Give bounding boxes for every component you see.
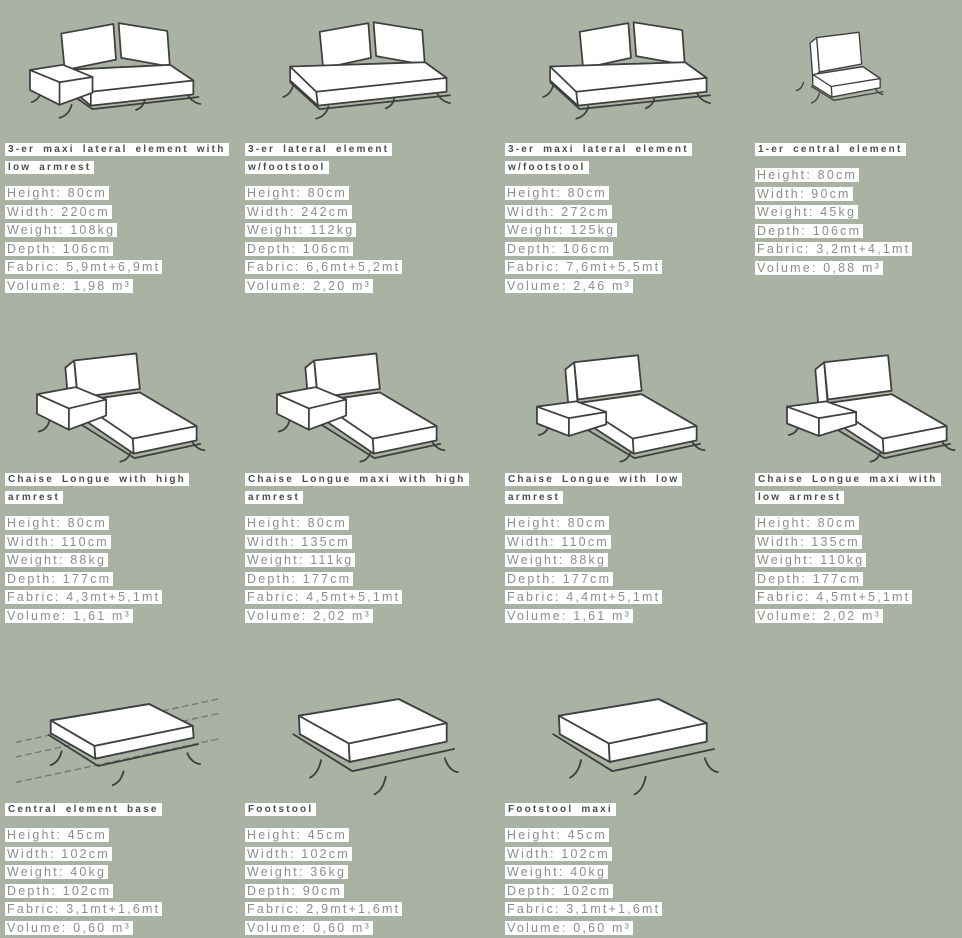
spec-line <box>5 533 236 552</box>
spec-line-text: Depth: 106cm <box>7 241 112 256</box>
spec-line <box>5 240 236 259</box>
spec-line <box>245 184 496 203</box>
product-title-text: Central element base <box>5 803 162 816</box>
product-specs <box>505 826 746 938</box>
spec-line-text: Volume: 2,20 m³ <box>247 278 372 293</box>
spec-line-text: Width: 102cm <box>507 846 610 861</box>
spec-line-text: Width: 102cm <box>7 846 110 861</box>
furniture-line-drawing-icon <box>521 334 725 466</box>
spec-line <box>5 551 236 570</box>
product-title <box>5 141 230 177</box>
furniture-line-drawing-icon <box>263 664 477 798</box>
product-illustration <box>245 4 496 134</box>
spec-line-text: Volume: 0,60 m³ <box>247 920 372 935</box>
spec-line-text: Width: 242cm <box>247 204 350 219</box>
spec-line <box>505 882 746 901</box>
spec-line-text: Fabric: 2,9mt+1,6mt <box>247 902 401 917</box>
spec-line <box>505 533 746 552</box>
product-title <box>505 471 730 507</box>
product-card <box>240 0 500 330</box>
spec-line <box>245 900 496 919</box>
product-title-text: Chaise Longue maxi with low armrest <box>755 473 941 504</box>
furniture-line-drawing-icon <box>261 334 465 466</box>
spec-line-text: Depth: 106cm <box>507 241 612 256</box>
product-card <box>500 660 750 938</box>
spec-line-text: Fabric: 3,1mt+1,6mt <box>507 902 661 917</box>
product-title <box>5 801 230 819</box>
spec-line-text: Weight: 88kg <box>507 553 607 568</box>
spec-line <box>5 514 236 533</box>
spec-line-text: Fabric: 6,6mt+5,2mt <box>247 260 401 275</box>
product-title <box>245 471 470 507</box>
product-illustration <box>505 4 746 134</box>
spec-line <box>245 607 496 626</box>
spec-line <box>505 514 746 533</box>
product-title <box>5 471 230 507</box>
product-title-text: Chaise Longue with high armrest <box>5 473 189 504</box>
spec-line-text: Width: 220cm <box>7 204 110 219</box>
spec-line-text: Width: 90cm <box>757 186 851 201</box>
product-title-text: Chaise Longue maxi with high armrest <box>245 473 469 504</box>
spec-line <box>5 184 236 203</box>
product-illustration <box>755 334 958 464</box>
spec-line-text: Fabric: 4,5mt+5,1mt <box>757 590 911 605</box>
furniture-line-drawing-icon <box>251 4 477 130</box>
spec-line-text: Height: 80cm <box>757 516 858 530</box>
spec-line <box>755 514 958 533</box>
product-card <box>500 0 750 330</box>
spec-line-text: Height: 80cm <box>7 186 108 200</box>
product-title <box>505 141 730 177</box>
spec-line <box>755 240 958 259</box>
spec-line <box>505 570 746 589</box>
spec-line <box>5 221 236 240</box>
spec-line-text: Depth: 106cm <box>757 223 862 238</box>
spec-line-text: Volume: 2,46 m³ <box>507 278 632 293</box>
spec-line <box>755 203 958 222</box>
product-specs <box>755 514 958 626</box>
spec-line <box>505 240 746 259</box>
spec-line <box>5 882 236 901</box>
spec-line-text: Depth: 177cm <box>757 571 862 586</box>
product-title <box>505 801 730 819</box>
spec-line <box>245 863 496 882</box>
spec-line <box>505 826 746 845</box>
spec-line-text: Width: 110cm <box>7 534 109 549</box>
spec-line-text: Volume: 0,60 m³ <box>7 920 132 935</box>
product-title <box>245 141 470 177</box>
spec-line-text: Volume: 2,02 m³ <box>247 608 372 623</box>
spec-line <box>505 258 746 277</box>
spec-line-text: Fabric: 4,4mt+5,1mt <box>507 590 661 605</box>
spec-line-text: Depth: 102cm <box>507 883 612 898</box>
spec-line <box>505 863 746 882</box>
furniture-line-drawing-icon <box>771 334 962 466</box>
spec-line <box>5 845 236 864</box>
spec-line-text: Height: 80cm <box>507 186 608 200</box>
spec-line-text: Weight: 111kg <box>247 553 354 568</box>
spec-line-text: Depth: 90cm <box>247 883 343 898</box>
spec-line-text: Fabric: 4,3mt+5,1mt <box>7 590 161 605</box>
spec-line-text: Height: 80cm <box>7 516 108 530</box>
spec-line <box>245 203 496 222</box>
product-specs <box>5 514 236 626</box>
spec-line-text: Depth: 177cm <box>507 571 612 586</box>
product-specs <box>245 826 496 938</box>
furniture-line-drawing-icon <box>5 4 227 130</box>
spec-line <box>5 826 236 845</box>
product-title <box>755 141 958 159</box>
product-specs <box>505 514 746 626</box>
spec-line-text: Weight: 40kg <box>7 865 107 880</box>
spec-line-text: Volume: 0,60 m³ <box>507 920 632 935</box>
spec-line <box>5 607 236 626</box>
product-card <box>240 330 500 660</box>
spec-line <box>245 258 496 277</box>
product-card <box>0 330 240 660</box>
spec-line <box>245 570 496 589</box>
spec-line <box>245 919 496 938</box>
spec-line-text: Fabric: 4,5mt+5,1mt <box>247 590 401 605</box>
spec-line <box>245 588 496 607</box>
furniture-line-drawing-icon <box>523 664 737 798</box>
spec-line <box>755 166 958 185</box>
product-title-text: 1-er central element <box>755 143 906 156</box>
spec-line <box>505 221 746 240</box>
spec-line <box>755 533 958 552</box>
spec-line <box>755 570 958 589</box>
furniture-line-drawing-icon <box>511 4 737 130</box>
spec-line <box>5 203 236 222</box>
spec-line-text: Width: 102cm <box>247 846 350 861</box>
spec-line-text: Weight: 112kg <box>247 223 355 238</box>
spec-line <box>755 551 958 570</box>
spec-line-text: Height: 80cm <box>757 168 858 182</box>
spec-line <box>505 919 746 938</box>
product-card <box>500 330 750 660</box>
spec-line-text: Height: 80cm <box>507 516 608 530</box>
spec-line-text: Volume: 2,02 m³ <box>757 608 882 623</box>
product-illustration <box>505 664 746 794</box>
spec-line <box>505 588 746 607</box>
product-specs <box>755 166 958 278</box>
spec-line <box>5 258 236 277</box>
spec-line <box>505 900 746 919</box>
product-card <box>750 0 962 330</box>
spec-line-text: Height: 45cm <box>247 828 348 842</box>
product-illustration <box>245 334 496 464</box>
spec-line <box>245 277 496 296</box>
product-illustration <box>755 4 958 134</box>
spec-line <box>245 882 496 901</box>
product-specs <box>5 184 236 296</box>
product-card <box>240 660 500 938</box>
product-specs <box>505 184 746 296</box>
spec-line-text: Width: 110cm <box>507 534 609 549</box>
spec-line <box>245 845 496 864</box>
spec-line-text: Volume: 1,98 m³ <box>7 278 132 293</box>
spec-line-text: Weight: 36kg <box>247 865 347 880</box>
spec-line-text: Weight: 125kg <box>507 223 616 238</box>
spec-line-text: Volume: 0,88 m³ <box>757 260 882 275</box>
spec-line <box>755 607 958 626</box>
spec-line <box>245 221 496 240</box>
product-specs <box>245 514 496 626</box>
spec-line-text: Volume: 1,61 m³ <box>7 608 132 623</box>
spec-line <box>5 277 236 296</box>
product-illustration <box>5 4 236 134</box>
spec-line-text: Height: 45cm <box>7 828 108 842</box>
spec-line-text: Width: 135cm <box>757 534 860 549</box>
product-title-text: 3-er maxi lateral element w/footstool <box>505 143 692 174</box>
spec-line <box>5 900 236 919</box>
spec-line <box>5 919 236 938</box>
spec-line <box>755 185 958 204</box>
spec-line <box>505 607 746 626</box>
spec-line <box>5 863 236 882</box>
product-title-text: Footstool <box>245 803 316 816</box>
spec-line <box>245 826 496 845</box>
spec-line-text: Fabric: 3,2mt+4,1mt <box>757 242 911 257</box>
product-illustration <box>5 334 236 464</box>
spec-line-text: Fabric: 3,1mt+1,6mt <box>7 902 161 917</box>
product-card <box>0 660 240 938</box>
spec-line <box>245 533 496 552</box>
spec-line <box>5 570 236 589</box>
spec-line-text: Fabric: 5,9mt+6,9mt <box>7 260 161 275</box>
spec-line-text: Weight: 40kg <box>507 865 607 880</box>
spec-line-text: Weight: 88kg <box>7 553 107 568</box>
product-title <box>245 801 470 819</box>
spec-line <box>755 259 958 278</box>
spec-line <box>505 184 746 203</box>
spec-line-text: Width: 135cm <box>247 534 350 549</box>
furniture-line-drawing-icon <box>785 4 937 130</box>
spec-line-text: Weight: 108kg <box>7 223 116 238</box>
product-specs <box>245 184 496 296</box>
product-title-text: Chaise Longue with low armrest <box>505 473 682 504</box>
spec-line-text: Height: 80cm <box>247 516 348 530</box>
product-illustration <box>245 664 496 794</box>
spec-line-text: Depth: 177cm <box>7 571 112 586</box>
spec-line <box>505 203 746 222</box>
spec-line <box>505 277 746 296</box>
spec-line-text: Weight: 110kg <box>757 553 865 568</box>
product-title-text: 3-er lateral element w/footstool <box>245 143 392 174</box>
furniture-line-drawing-icon <box>5 664 233 796</box>
spec-line-text: Depth: 106cm <box>247 241 352 256</box>
furniture-line-drawing-icon <box>21 334 225 466</box>
spec-line-text: Depth: 102cm <box>7 883 112 898</box>
product-card <box>750 330 962 660</box>
spec-line <box>245 240 496 259</box>
spec-line-text: Width: 272cm <box>507 204 610 219</box>
spec-line-text: Weight: 45kg <box>757 205 857 220</box>
spec-line <box>755 222 958 241</box>
spec-line <box>245 514 496 533</box>
spec-line <box>755 588 958 607</box>
spec-line-text: Depth: 177cm <box>247 571 352 586</box>
spec-line <box>245 551 496 570</box>
product-specs <box>5 826 236 938</box>
spec-line-text: Fabric: 7,6mt+5,5mt <box>507 260 661 275</box>
product-card <box>0 0 240 330</box>
product-illustration <box>505 334 746 464</box>
spec-line <box>505 845 746 864</box>
spec-line <box>505 551 746 570</box>
spec-line-text: Height: 45cm <box>507 828 608 842</box>
product-title-text: Footstool maxi <box>505 803 616 816</box>
spec-line-text: Height: 80cm <box>247 186 348 200</box>
product-title-text: 3-er maxi lateral element with low armrest <box>5 143 229 174</box>
spec-line <box>5 588 236 607</box>
spec-line-text: Volume: 1,61 m³ <box>507 608 632 623</box>
product-title <box>755 471 958 507</box>
product-illustration <box>5 664 236 794</box>
